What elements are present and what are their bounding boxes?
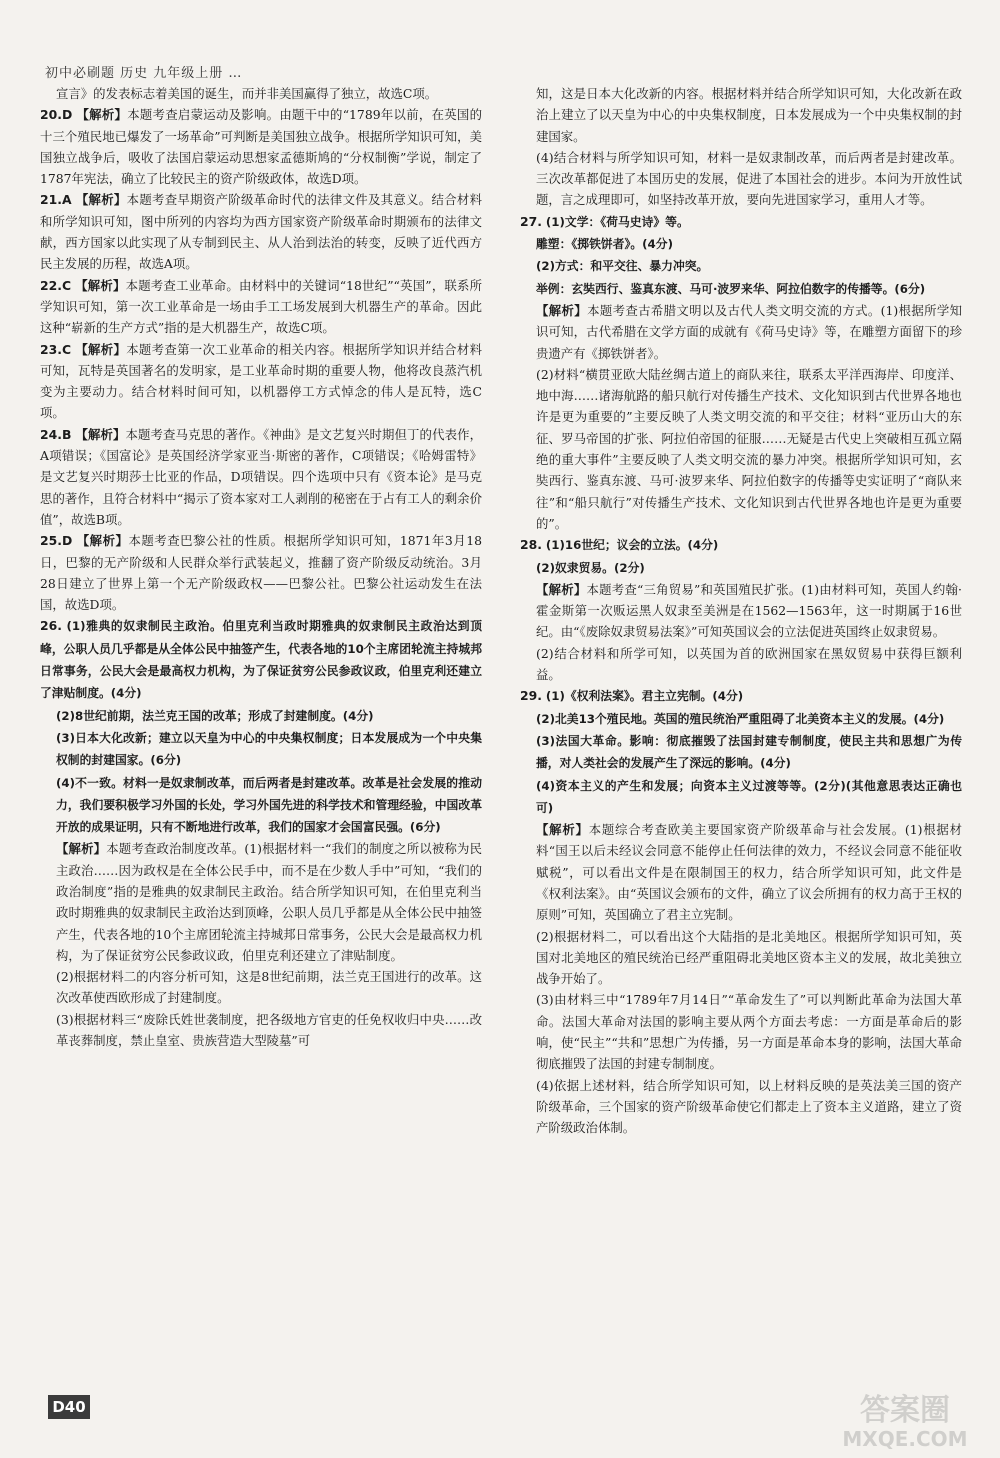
question-number: 24.B: [40, 426, 72, 442]
analysis-label: 【解析】: [536, 822, 589, 838]
answer-text: (1)《权利法案》。君主立宪制。(4分): [545, 689, 744, 704]
answer-paragraph: [520, 708, 962, 730]
explanation-text: 本题考查工业革命。由材料中的关键词“18世纪”“英国”，联系所学知识可知，第一次工业革命是一场由手工工场发展到大机器生产的革命。因此这种“崭新的生产方式”指的是大机器生产，故选C项。: [40, 277, 483, 336]
answer-paragraph: [520, 534, 962, 556]
explanation-text: 本题考查第一次工业革命的相关内容。根据所学知识并结合材料可知，瓦特是英国著名的发明家，是工业革命时期的重要人物，他将改良蒸汽机变为主要动力。结合材料时间可知，以机器停工方式悼念的伟人是瓦特，选C项。: [40, 341, 482, 421]
explanation-text: (2)根据材料二，可以看出这个大陆指的是北美地区。根据所学知识可知，英国对北美地区的殖民统治已经严重阻碍北美地区资本主义的发展，故北美独立战争开始了。: [536, 928, 962, 987]
question-number: 28.: [520, 537, 542, 553]
answer-text: (3)日本大化改新；建立以天皇为中心的中央集权制度；日本发展成为一个中央集权制的封建国家。(6分): [56, 730, 482, 768]
answer-paragraph: [520, 364, 962, 534]
question-number: 26.: [40, 618, 62, 634]
watermark-text: 答案圈: [860, 1393, 950, 1428]
answer-paragraph: [520, 685, 962, 707]
answer-paragraph: [40, 189, 482, 274]
answer-paragraph: [40, 966, 482, 1009]
answer-paragraph: [520, 147, 962, 211]
explanation-text: (2)材料“横贯亚欧大陆丝绸古道上的商队来往，联系太平洋西海岸、印度洋、地中海……诸海航路的船只航行对传播生产技术、文化知识到古代世界各地也许是更为重要的”主要反映了人类文明交流的和平交往；材料“亚历山大的东征、罗马帝国的扩张、阿拉伯帝国的征服……无疑是古代史上突破相互孤立隔绝的重大事件”主要反映了人类文明交流的暴力冲突。根据所学知识可知，玄奘西行、鉴真东渡、马可·波罗来华、阿拉伯数字的传播等史实证明了“商队来往”和“船只航行”对传播生产技术、文化知识到古代世界各地也许是更为重要的”。: [536, 366, 962, 531]
answer-paragraph: [520, 989, 962, 1074]
analysis-label: 【解析】: [75, 192, 127, 208]
answer-paragraph: [520, 643, 962, 686]
question-number: 20.D: [40, 107, 73, 123]
explanation-text: (3)根据材料三“废除氏姓世袭制度，把各级地方官吏的任免权收归中央……改革丧葬制度，禁止皇室、贵族营造大型陵墓”可: [56, 1011, 482, 1049]
answer-paragraph: [520, 255, 962, 277]
analysis-label: 【解析】: [75, 277, 126, 293]
analysis-label: 【解析】: [76, 533, 129, 549]
explanation-text: 本题考查启蒙运动及影响。由题干中的“1789年以前，在英国的十三个殖民地已爆发了一场革命”可判断是美国独立战争。根据所学知识可知，美国独立战争后，吸收了法国启蒙运动思想家孟德斯鸠的“分权制衡”学说，制定了1787年宪法，确立了比较民主的资产阶级政体，故选D项。: [40, 107, 482, 187]
answer-paragraph: [520, 819, 962, 925]
answer-text: (2)8世纪前期，法兰克王国的改革；形成了封建制度。(4分): [56, 708, 374, 723]
answer-text: 举例：玄奘西行、鉴真东渡、马可·波罗来华、阿拉伯数字的传播等。(6分): [536, 281, 926, 296]
answer-text: (1)雅典的奴隶制民主政治。伯里克利当政时期雅典的奴隶制民主政治达到顶峰，公职人员几乎都是从全体公民中抽签产生，代表各地的10个主席团轮流主持城邦日常事务，公民大会是最高权力机构，为了保证贫穷公民参政议政，伯里克利还建立了津贴制度。(4分): [40, 619, 482, 701]
question-number: 21.A: [40, 192, 72, 208]
answer-text: (2)北美13个殖民地。英国的殖民统治严重阻碍了北美资本主义的发展。(4分): [536, 711, 945, 726]
answer-paragraph: [40, 275, 482, 339]
answer-paragraph: [520, 730, 962, 775]
answer-paragraph: [40, 530, 482, 615]
explanation-text: 本题考查政治制度改革。(1)根据材料一“我们的制度之所以被称为民主政治……因为政权是在全体公民手中，而不是在少数人手中”可知，“我们的政治制度”指的是雅典的奴隶制民主政治。结合所学知识可知，在伯里克利当政时期雅典的奴隶制民主政治达到顶峰，公职人员几乎都是从全体公民中抽签产生，代表各地的10个主席团轮流主持城邦日常事务，公民大会是最高权力机构，为了保证贫穷公民参政议政，伯里克利还建立了津贴制度。: [56, 841, 483, 963]
answer-paragraph: [40, 83, 482, 104]
explanation-text: 本题考查“三角贸易”和英国殖民扩张。(1)由材料可知，英国人约翰·霍金斯第一次贩运黑人奴隶至美洲是在1562—1563年，这一时期属于16世纪。由“《废除奴隶贸易法案》”可知英国议会的立法促进英国终止奴隶贸易。: [536, 581, 963, 640]
analysis-label: 【解析】: [75, 341, 127, 357]
answer-paragraph: [520, 1075, 962, 1139]
answer-text: (4)资本主义的产生和发展；向资本主义过渡等等。(2分)(其他意思表达正确也可): [536, 778, 962, 815]
answer-paragraph: [520, 300, 962, 364]
explanation-text: 本题考查早期资产阶级革命时代的法律文件及其意义。结合材料和所学知识可知，图中所列的内容均为西方国家资产阶级革命时期颁布的法律文献，西方国家以此实现了从专制到民主、从人治到法治的转变，反映了近代西方民主发展的历程，故选A项。: [40, 192, 482, 272]
answer-paragraph: [40, 772, 482, 839]
answer-paragraph: [40, 838, 482, 966]
explanation-text: (3)由材料三中“1789年7月14日”“革命发生了”可以判断此革命为法国大革命。法国大革命对法国的影响主要从两个方面去考虑：一方面是革命后的影响，使“民主”“共和”思想广为传播，另一方面是革命本身的影响，法国大革命彻底摧毁了法国的封建专制制度。: [536, 992, 962, 1072]
question-number: 23.C: [40, 341, 72, 357]
question-number: 22.C: [40, 277, 72, 293]
answer-text: (4)不一致。材料一是奴隶制改革，而后两者是封建改革。改革是社会发展的推动力，我们要积极学习外国的长处，学习外国先进的科学技术和管理经验，中国改革开放的成果证明，只有不断地进行改革，我们的国家才会国富民强。(6分): [56, 775, 482, 835]
explanation-text: 本题考查巴黎公社的性质。根据所学知识可知，1871年3月18日，巴黎的无产阶级和人民群众举行武装起义，推翻了资产阶级反动统治。3月28日建立了世界上第一个无产阶级政权——巴黎公社。巴黎公社运动发生在法国，故选D项。: [40, 533, 483, 613]
analysis-label: 【解析】: [76, 107, 128, 123]
explanation-text: (2)结合材料和所学可知，以英国为首的欧洲国家在黑奴贸易中获得巨额利益。: [536, 645, 962, 683]
answer-paragraph: [40, 104, 482, 189]
answer-paragraph: [520, 579, 962, 643]
answer-text: 雕塑：《掷铁饼者》。(4分): [536, 237, 673, 252]
explanation-text: 宣言》的发表标志着美国的诞生，而并非美国赢得了独立，故选C项。: [56, 86, 438, 101]
answer-paragraph: [520, 775, 962, 820]
analysis-label: 【解析】: [536, 302, 588, 318]
question-number: 27.: [520, 213, 542, 229]
answer-paragraph: [520, 926, 962, 990]
analysis-label: 【解析】: [75, 426, 126, 442]
page-number: D40: [48, 1395, 90, 1419]
explanation-text: (2)根据材料二的内容分析可知，这是8世纪前期，法兰克王国进行的改革。这次改革使西欧形成了封建制度。: [56, 969, 482, 1006]
answer-paragraph: [520, 211, 962, 233]
answer-text: (1)文学：《荷马史诗》等。: [545, 214, 689, 229]
explanation-text: (4)依据上述材料，结合所学知识可知，以上材料反映的是英法美三国的资产阶级革命，三个国家的资产阶级革命使它们都走上了资本主义道路，建立了资产阶级政治体制。: [536, 1077, 962, 1136]
explanation-text: 本题综合考查欧美主要国家资产阶级革命与社会发展。(1)根据材料“国王以后未经议会同意不能停止任何法律的效力，不经议会同意不能征收赋税”，可以看出文件是在限制国王的权力，结合所学知识可知，此文件是《权利法案》。由“英国议会颁布的文件，确立了议会所拥有的权力高于王权的原则”可知，英国确立了君主立宪制。: [536, 822, 962, 923]
watermark-logo: [820, 1386, 990, 1452]
answer-paragraph: [40, 615, 482, 704]
left-column: [40, 83, 482, 1051]
answer-paragraph: [40, 705, 482, 727]
explanation-text: 知，这是日本大化改新的内容。根据材料并结合所学知识可知，大化改新在政治上建立了以天皇为中心的中央集权制度，日本发展成为一个中央集权制的封建国家。: [536, 86, 962, 144]
running-header: 初中必刷题 历史 九年级上册 …: [45, 66, 243, 81]
answer-text: (2)奴隶贸易。(2分): [536, 560, 645, 575]
explanation-text: (4)结合材料与所学知识可知，材料一是奴隶制改革，而后两者是封建改革。三次改革都促进了本国历史的发展，促进了本国社会的进步。本问为开放性试题，言之成理即可，如坚持改革开放，要向先进国家学习，重用人才等。: [536, 149, 962, 208]
answer-paragraph: [40, 1009, 482, 1052]
watermark-url: MXQE.COM: [842, 1427, 968, 1451]
explanation-text: 本题考查古希腊文明以及古代人类文明交流的方式。(1)根据所学知识可知，古代希腊在文学方面的成就有《荷马史诗》等，在雕塑方面留下的珍贵遗产有《掷铁饼者》。: [536, 302, 962, 361]
explanation-text: 本题考查马克思的著作。《神曲》是文艺复兴时期但丁的代表作，A项错误；《国富论》是英国经济学家亚当·斯密的著作，C项错误；《哈姆雷特》是文艺复兴时期莎士比亚的作品，D项错误。四个选项中只有《资本论》是马克思的著作，且符合材料中“揭示了资本家对工人剥削的秘密在于占有工人的剩余价值”，故选B项。: [40, 426, 482, 527]
answer-text: (3)法国大革命。影响：彻底摧毁了法国封建专制制度，使民主共和思想广为传播，对人类社会的发展产生了深远的影响。(4分): [536, 733, 962, 771]
answer-paragraph: [40, 339, 482, 424]
right-column: [520, 83, 962, 1139]
answer-paragraph: [40, 424, 482, 530]
analysis-label: 【解析】: [56, 841, 107, 857]
analysis-label: 【解析】: [536, 581, 587, 597]
answer-text: (2)方式：和平交往、暴力冲突。: [536, 259, 709, 274]
answer-paragraph: [520, 83, 962, 147]
answer-paragraph: [40, 727, 482, 772]
answer-paragraph: [520, 233, 962, 255]
question-number: 25.D: [40, 533, 73, 549]
answer-text: (1)16世纪；议会的立法。(4分): [545, 538, 719, 553]
answer-paragraph: [520, 278, 962, 300]
answer-paragraph: [520, 557, 962, 579]
question-number: 29.: [520, 688, 542, 704]
